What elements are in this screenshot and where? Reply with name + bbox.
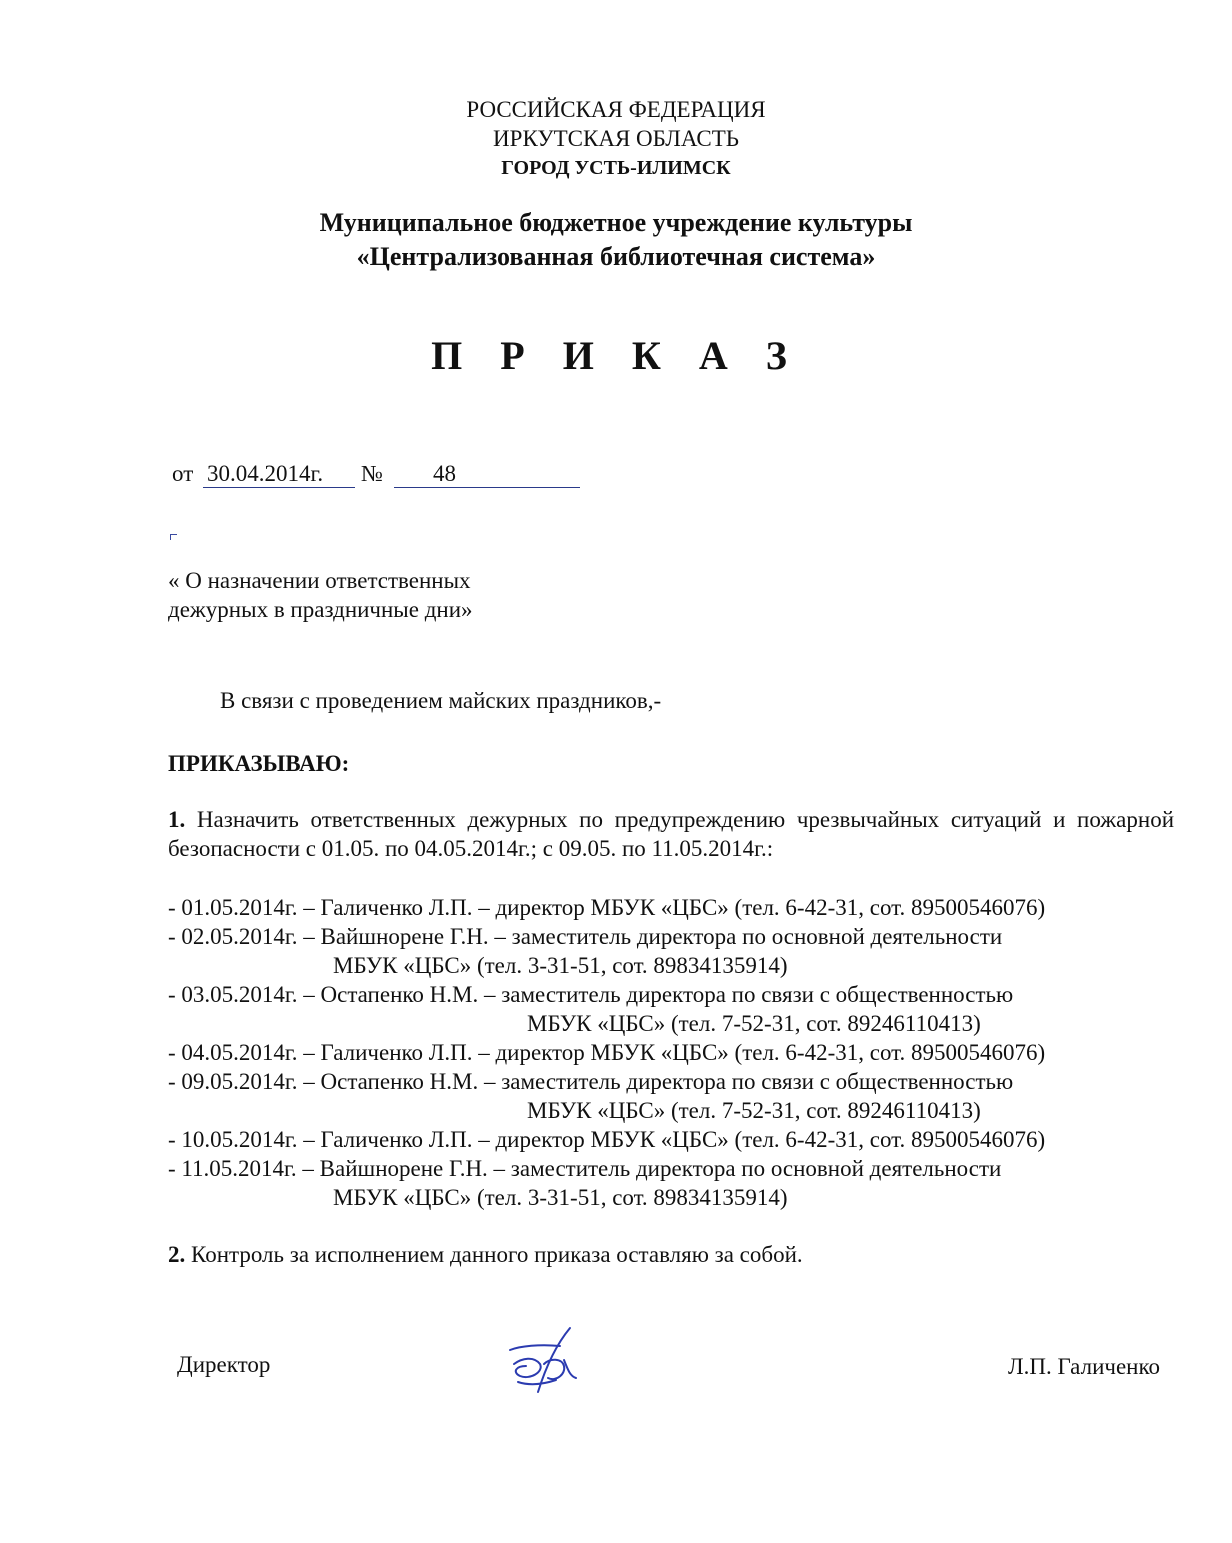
signature-stroke-3 [514,1359,541,1377]
duty-row-7-cont: МБУК «ЦБС» (тел. 3-31-51, сот. 89834135914) [333,1185,788,1210]
date-underline [203,487,355,488]
handwritten-signature [500,1320,590,1400]
duty-row-7: - 11.05.2014г. – Вайшнорене Г.Н. – заместитель директора по основной деятельности [168,1156,1002,1181]
header-region: ИРКУТСКАЯ ОБЛАСТЬ [493,126,739,151]
item-1 [168,805,1174,863]
order-date: 30.04.2014г. [207,461,324,486]
subject-line2: дежурных в праздничные дни» [168,597,473,622]
signature-name: Л.П. Галиченко [1008,1354,1160,1379]
order-number: 48 [433,461,456,486]
duty-row-2-cont: МБУК «ЦБС» (тел. 3-31-51, сот. 89834135914) [333,953,788,978]
duty-row-5-cont: МБУК «ЦБС» (тел. 7-52-31, сот. 89246110413) [527,1098,981,1123]
signature-stroke-1 [510,1345,560,1350]
item-2-text: Контроль за исполнением данного приказа оставляю за собой. [191,1242,803,1267]
item-2-number: 2. [168,1242,186,1267]
item-2 [168,1240,803,1269]
number-underline [394,487,580,488]
duty-row-4: - 04.05.2014г. – Галиченко Л.П. – директор МБУК «ЦБС» (тел. 6-42-31, сот. 89500546076) [168,1040,1046,1065]
order-word: ПРИКАЗЫВАЮ: [168,751,350,776]
header-city: ГОРОД УСТЬ-ИЛИМСК [501,157,731,179]
order-from-label: от [172,461,194,486]
duty-row-2: - 02.05.2014г. – Вайшнорене Г.Н. – заместитель директора по основной деятельности [168,924,1003,949]
signature-stroke-5 [564,1360,576,1378]
duty-row-3-cont: МБУК «ЦБС» (тел. 7-52-31, сот. 89246110413) [527,1011,981,1036]
duty-row-1: - 01.05.2014г. – Галиченко Л.П. – директор МБУК «ЦБС» (тел. 6-42-31, сот. 89500546076) [168,895,1046,920]
preamble: В связи с проведением майских праздников,- [220,688,662,713]
duty-row-3: - 03.05.2014г. – Остапенко Н.М. – заместитель директора по связи с общественностью [168,982,1014,1007]
order-number-label: № [361,461,383,486]
item-1-text: Назначить ответственных дежурных по предупреждению чрезвычайных ситуаций и пожарной безопасности с 01.05. по 04.05.2014г.; с 09.05. по 11.05.2014г.: [168,807,1175,861]
corner-mark [170,534,177,540]
duty-row-6: - 10.05.2014г. – Галиченко Л.П. – директор МБУК «ЦБС» (тел. 6-42-31, сот. 89500546076) [168,1127,1046,1152]
institution-name-line2: «Централизованная библиотечная система» [356,242,876,271]
item-1-number: 1. [168,807,186,832]
duty-row-5: - 09.05.2014г. – Остапенко Н.М. – заместитель директора по связи с общественностью [168,1069,1014,1094]
signature-position: Директор [177,1352,271,1377]
institution-name-line1: Муниципальное бюджетное учреждение культуры [319,208,913,237]
subject-line1: « О назначении ответственных [168,568,471,593]
document-title: П Р И К А З [431,333,801,378]
header-country: РОССИЙСКАЯ ФЕДЕРАЦИЯ [466,97,766,122]
signature-stroke-6 [518,1380,556,1384]
